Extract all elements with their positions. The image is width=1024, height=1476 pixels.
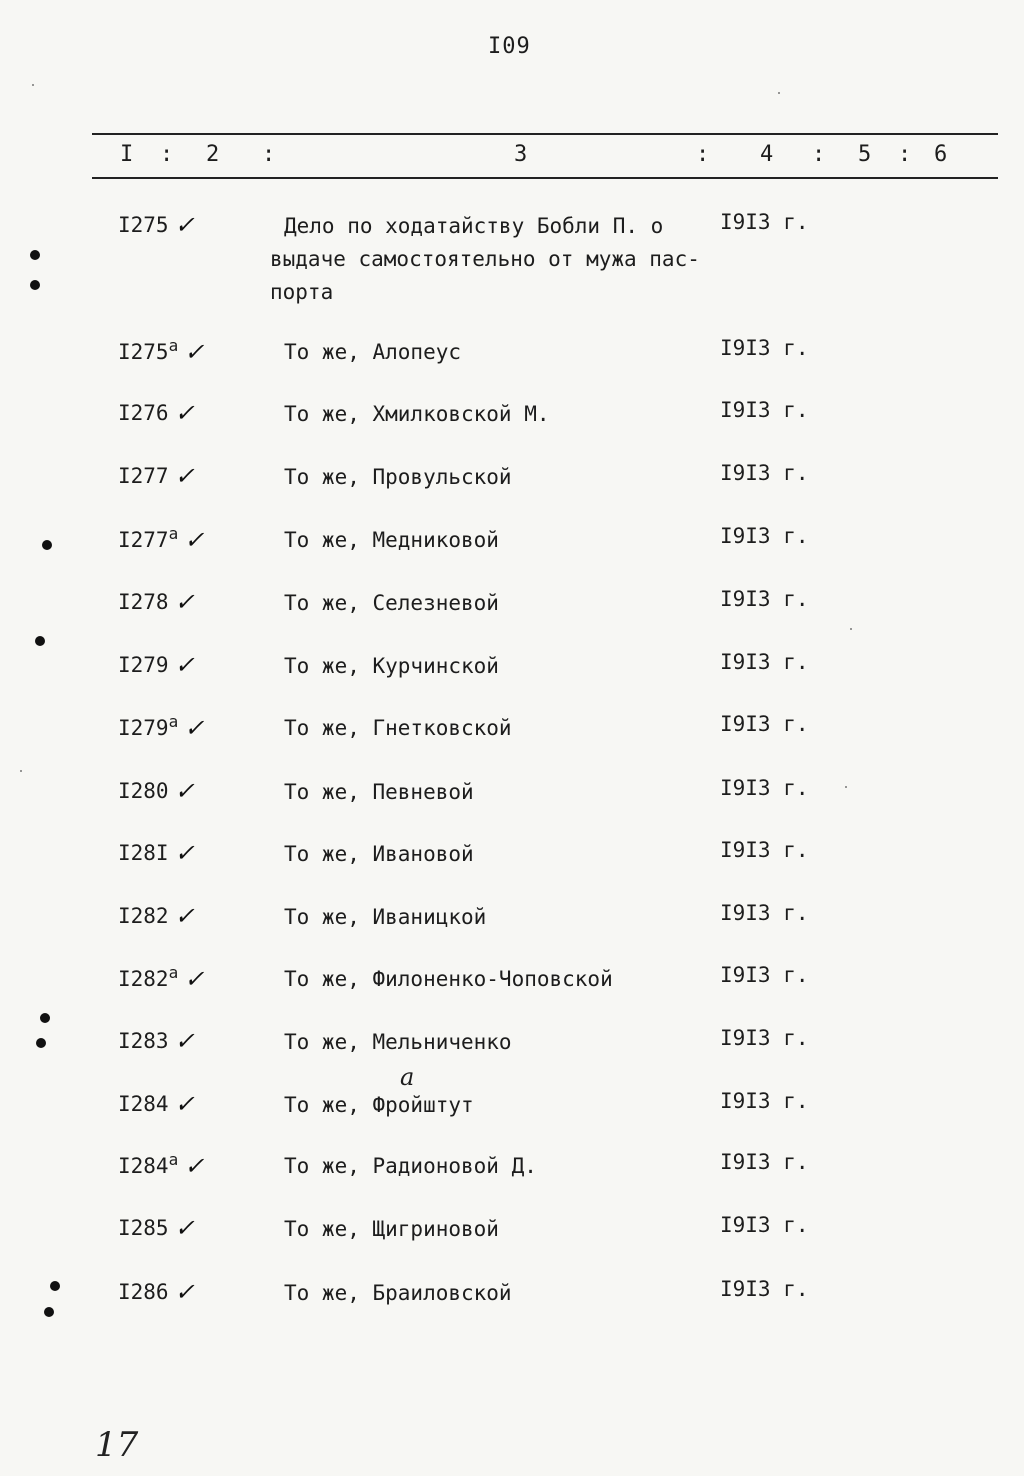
item-number-value: I285 [118, 1216, 169, 1240]
item-number-value: I277 [118, 528, 169, 552]
item-number [118, 712, 204, 741]
folio-number: 17 [95, 1425, 139, 1465]
item-title: То же, Браиловской [284, 1281, 512, 1305]
item-number [118, 1026, 195, 1054]
punch-hole [30, 280, 40, 290]
item-number-suffix: а [168, 963, 179, 982]
col-6-header: 6 [934, 142, 948, 167]
col-separator: : [262, 142, 276, 167]
item-number [118, 398, 195, 426]
item-title: То же, Филоненко-Чоповской [284, 967, 613, 991]
item-number [118, 776, 195, 804]
item-title: То же, Певневой [284, 780, 474, 804]
item-title: То же, Фройштут [284, 1093, 474, 1117]
item-number [118, 1150, 204, 1179]
check-mark-icon: ✓ [174, 1214, 195, 1242]
item-number [118, 963, 204, 992]
item-number-value: I279 [118, 653, 169, 677]
paper-speck [778, 92, 780, 94]
item-number-value: I284 [118, 1092, 169, 1116]
item-date: I9I3 г. [720, 336, 809, 360]
check-mark-icon: ✓ [174, 651, 195, 679]
item-number [118, 524, 204, 553]
item-number-value: I284 [118, 1154, 169, 1178]
item-number [118, 210, 195, 238]
item-title: Дело по ходатайству Бобли П. о выдаче самостоятельно от мужа пас-порта [270, 214, 700, 304]
page-number: I09 [488, 34, 531, 59]
item-date: I9I3 г. [720, 398, 809, 422]
check-mark-icon: ✓ [184, 965, 205, 993]
item-number [118, 650, 195, 678]
col-separator: : [898, 142, 912, 167]
item-number [118, 461, 195, 489]
item-number-value: I282 [118, 904, 169, 928]
item-number-value: I275 [118, 340, 169, 364]
col-5-header: 5 [858, 142, 872, 167]
item-number-value: I277 [118, 464, 169, 488]
punch-hole [36, 1038, 46, 1048]
check-mark-icon: ✓ [174, 1090, 195, 1118]
item-title: То же, Провульской [284, 465, 512, 489]
check-mark-icon: ✓ [174, 211, 195, 239]
item-title: То же, Хмилковской М. [284, 402, 550, 426]
paper-speck [32, 84, 34, 86]
item-date: I9I3 г. [720, 963, 809, 987]
check-mark-icon: ✓ [184, 1152, 205, 1180]
item-date: I9I3 г. [720, 1026, 809, 1050]
punch-hole [30, 250, 40, 260]
col-4-header: 4 [760, 142, 774, 167]
item-title: То же, Медниковой [284, 528, 499, 552]
item-number-value: I28I [118, 841, 169, 865]
item-date: I9I3 г. [720, 1150, 809, 1174]
item-number-suffix: а [168, 336, 179, 355]
check-mark-icon: ✓ [174, 462, 195, 490]
item-title: То же, Мельниченко [284, 1030, 512, 1054]
item-number-value: I282 [118, 967, 169, 991]
item-number [118, 587, 195, 615]
item-number-value: I280 [118, 779, 169, 803]
item-date: I9I3 г. [720, 587, 809, 611]
item-title: То же, Гнетковской [284, 716, 512, 740]
item-title: То же, Алопеус [284, 340, 462, 364]
item-number-value: I279 [118, 716, 169, 740]
item-date: I9I3 г. [720, 1089, 809, 1113]
col-3-header: 3 [514, 142, 528, 167]
item-number [118, 901, 195, 929]
handwritten-correction: а [400, 1063, 415, 1091]
check-mark-icon: ✓ [184, 338, 205, 366]
col-1-header: I [120, 142, 134, 167]
check-mark-icon: ✓ [184, 714, 205, 742]
paper-speck [850, 628, 852, 630]
item-number-value: I286 [118, 1280, 169, 1304]
item-number-value: I278 [118, 590, 169, 614]
item-number-suffix: а [168, 712, 179, 731]
item-number-value: I276 [118, 401, 169, 425]
item-number-suffix: а [168, 524, 179, 543]
punch-hole [44, 1307, 54, 1317]
item-number [118, 1277, 195, 1305]
item-number-value: I283 [118, 1029, 169, 1053]
check-mark-icon: ✓ [174, 777, 195, 805]
item-date: I9I3 г. [720, 901, 809, 925]
item-number [118, 1089, 195, 1117]
item-number [118, 336, 204, 365]
col-2-header: 2 [206, 142, 220, 167]
item-date: I9I3 г. [720, 650, 809, 674]
item-number [118, 1213, 195, 1241]
item-number-value: I275 [118, 213, 169, 237]
item-title: То же, Ивановой [284, 842, 474, 866]
item-title: То же, Иваницкой [284, 905, 487, 929]
check-mark-icon: ✓ [174, 1027, 195, 1055]
col-separator: : [160, 142, 174, 167]
punch-hole [42, 540, 52, 550]
item-date: I9I3 г. [720, 838, 809, 862]
item-date: I9I3 г. [720, 524, 809, 548]
check-mark-icon: ✓ [174, 588, 195, 616]
col-separator: : [812, 142, 826, 167]
check-mark-icon: ✓ [184, 526, 205, 554]
check-mark-icon: ✓ [174, 399, 195, 427]
punch-hole [35, 636, 45, 646]
check-mark-icon: ✓ [174, 1278, 195, 1306]
item-title: То же, Селезневой [284, 591, 499, 615]
item-title: То же, Радионовой Д. [284, 1154, 537, 1178]
item-title: То же, Курчинской [284, 654, 499, 678]
paper-speck [845, 786, 847, 788]
col-separator: : [696, 142, 710, 167]
item-date: I9I3 г. [720, 461, 809, 485]
paper-speck [20, 770, 22, 772]
item-date: I9I3 г. [720, 712, 809, 736]
item-date: I9I3 г. [720, 1213, 809, 1237]
item-date: I9I3 г. [720, 210, 809, 234]
punch-hole [40, 1013, 50, 1023]
check-mark-icon: ✓ [174, 839, 195, 867]
item-date: I9I3 г. [720, 776, 809, 800]
item-title: То же, Щигриновой [284, 1217, 499, 1241]
item-number-suffix: а [168, 1150, 179, 1169]
item-number [118, 838, 195, 866]
punch-hole [50, 1281, 60, 1291]
item-date: I9I3 г. [720, 1277, 809, 1301]
check-mark-icon: ✓ [174, 902, 195, 930]
